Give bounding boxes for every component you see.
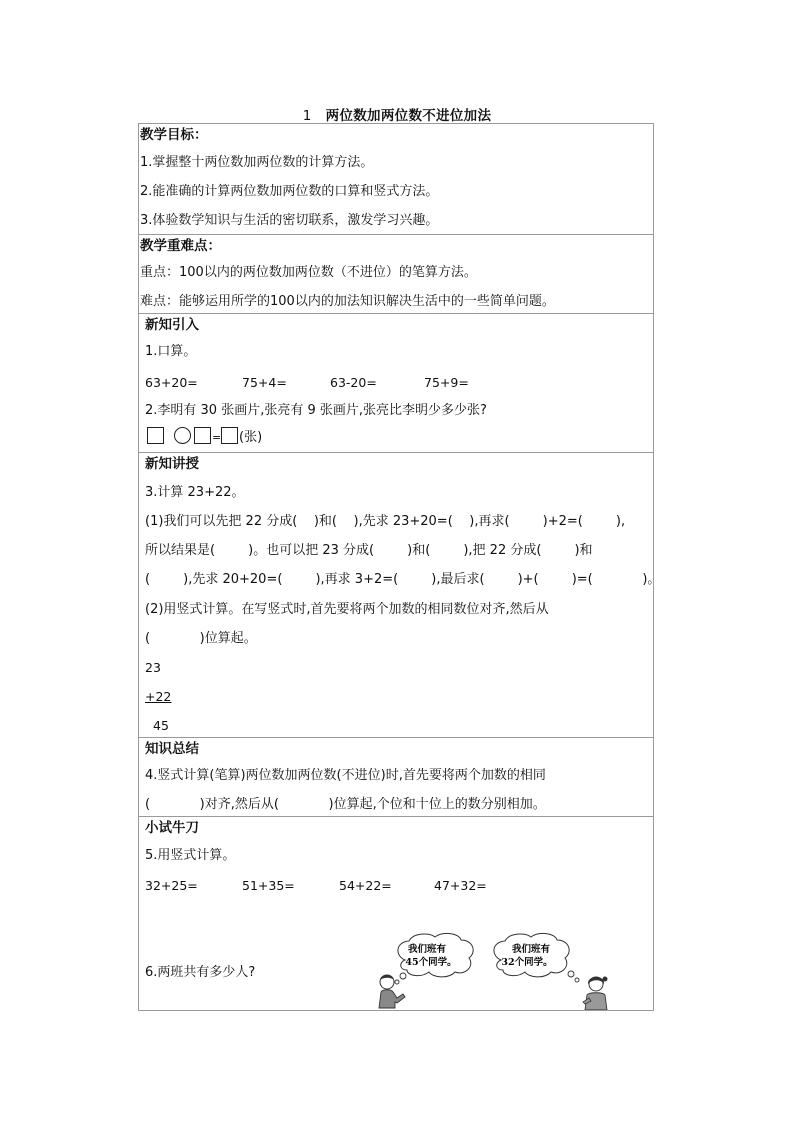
lesson-title — [0, 104, 794, 124]
equals-sign: = — [212, 431, 222, 444]
q5-text: 5.用竖式计算。 — [145, 848, 236, 863]
bubble-right-line1: 我们班有 — [511, 944, 551, 955]
section-goals — [139, 124, 653, 234]
mental-calc-3: 63-20= — [330, 375, 377, 390]
vertical-addend-bottom: +22 — [145, 689, 172, 704]
bubble-right-line2: 32个同学。 — [501, 957, 553, 968]
practice-calc-3: 54+22= — [339, 878, 392, 893]
boy-student-icon — [379, 975, 405, 1008]
difficulty-text: 难点：能够运用所学的100以内的加法知识解决生活中的一些简单问题。 — [140, 294, 555, 309]
goal-item: 1.掌握整十两位数加两位数的计算方法。 — [140, 155, 374, 170]
practice-calc-1: 32+25= — [145, 878, 198, 893]
method-line: ( ),先求 20+20=( ),再求 3+2=( ),最后求( )+( )=( )。 — [145, 572, 661, 587]
mental-calc-1: 63+20= — [145, 375, 198, 390]
vertical-method-line: ( )位算起。 — [145, 631, 257, 646]
operator-circle[interactable] — [174, 427, 191, 444]
answer-box[interactable] — [194, 427, 211, 444]
practice-calc-4: 47+32= — [434, 878, 487, 893]
q6-text: 6.两班共有多少人? — [145, 965, 256, 980]
goals-heading: 教学目标： — [140, 127, 208, 143]
unit-label: (张) — [239, 430, 263, 445]
mental-calc-2: 75+4= — [242, 375, 287, 390]
practice-heading: 小试牛刀 — [145, 820, 199, 836]
speech-bubble-right — [494, 933, 579, 982]
teach-heading: 新知讲授 — [145, 456, 199, 472]
method-line: (1)我们可以先把 22 分成( )和( ),先求 23+20=( ),再求( )+2=( ), — [145, 514, 626, 529]
goal-item: 2.能准确的计算两位数加两位数的口算和竖式方法。 — [140, 184, 439, 199]
answer-box[interactable] — [147, 427, 164, 444]
mental-calc-4: 75+9= — [424, 375, 469, 390]
speech-bubble-left — [395, 933, 473, 984]
section-teach — [139, 452, 661, 737]
method-line: 所以结果是( )。也可以把 23 分成( )和( ),把 22 分成( )和 — [145, 543, 593, 558]
summary-heading: 知识总结 — [145, 741, 199, 757]
q1-text: 1.口算。 — [145, 344, 197, 359]
lesson-title-text: 两位数加两位数不进位加法 — [325, 108, 492, 124]
q2-text: 2.李明有 30 张画片,张亮有 9 张画片,张亮比李明少多少张? — [145, 403, 487, 418]
vertical-addend-top: 23 — [145, 660, 161, 675]
girl-student-icon — [583, 977, 608, 1011]
bubble-left-line2: 45个同学。 — [405, 957, 457, 968]
goal-item: 3.体验数学知识与生活的密切联系，激发学习兴趣。 — [140, 213, 439, 228]
bubble-left-line1: 我们班有 — [407, 944, 447, 955]
vertical-method-line: (2)用竖式计算。在写竖式时,首先要将两个加数的相同数位对齐,然后从 — [145, 602, 549, 617]
vertical-sum: 45 — [153, 718, 169, 733]
answer-box[interactable] — [221, 427, 238, 444]
summary-line: ( )对齐,然后从( )位算起,个位和十位上的数分别相加。 — [145, 797, 546, 812]
section-keypoints — [139, 234, 653, 313]
lesson-table — [138, 123, 661, 1011]
section-summary — [139, 737, 653, 816]
practice-calc-2: 51+35= — [242, 878, 295, 893]
focus-text: 重点：100以内的两位数加两位数（不进位）的笔算方法。 — [140, 265, 477, 280]
keypoints-heading: 教学重难点： — [140, 238, 221, 254]
summary-line: 4.竖式计算(笔算)两位数加两位数(不进位)时,首先要将两个加数的相同 — [145, 768, 546, 783]
students-illustration — [375, 932, 615, 1010]
q3-text: 3.计算 23+22。 — [145, 485, 245, 500]
section-intro — [139, 313, 653, 452]
intro-heading: 新知引入 — [145, 317, 199, 333]
lesson-number: 1 — [302, 108, 312, 124]
